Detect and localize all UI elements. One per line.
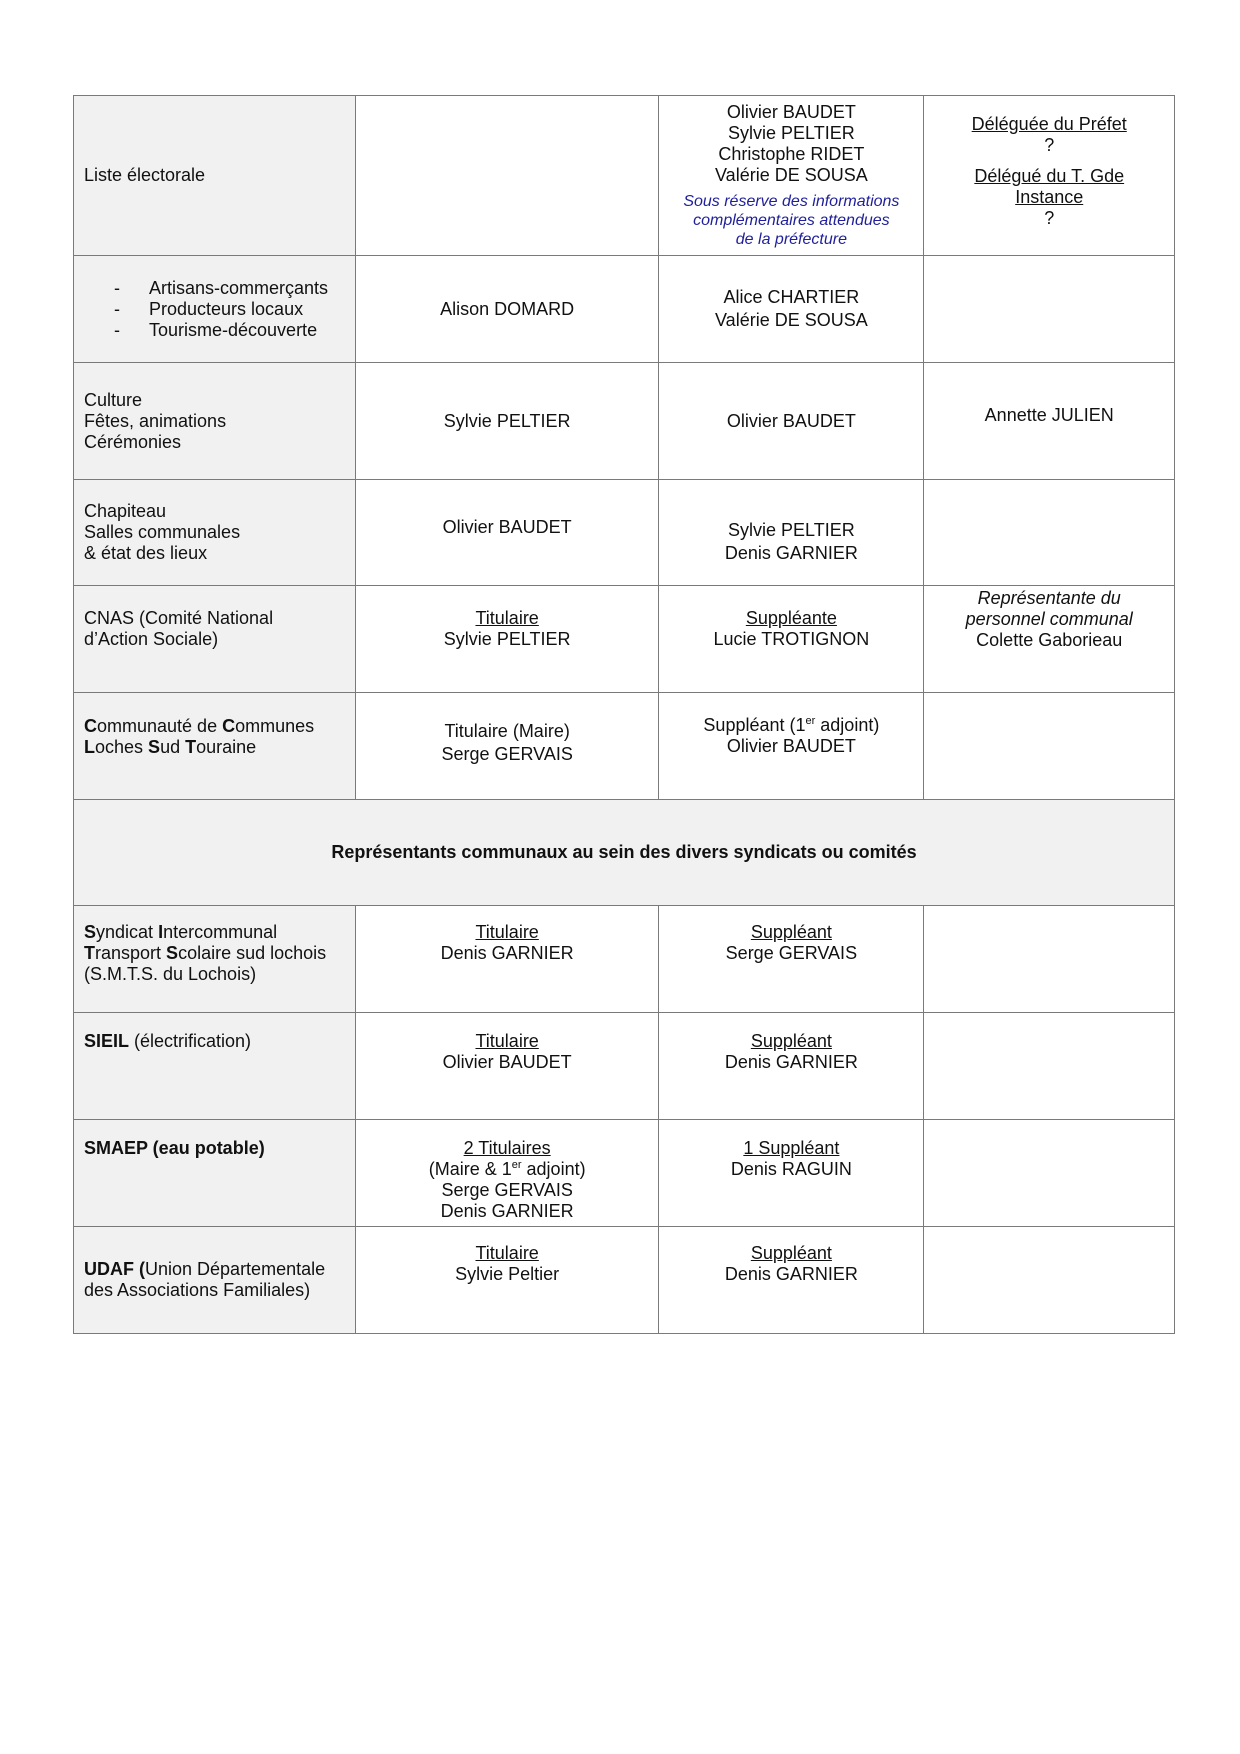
document-page — [73, 95, 1175, 1334]
detail-text: adjoint) — [521, 1159, 586, 1179]
label-text: Salles communales — [84, 522, 241, 542]
label-bold: SMAEP (eau potable) — [84, 1138, 265, 1158]
role-label: Suppléant — [750, 922, 832, 942]
section-row — [74, 800, 1175, 906]
member-name: Denis GARNIER — [724, 542, 858, 563]
role-label: Titulaire — [475, 1031, 539, 1051]
member-name: Sylvie PELTIER — [355, 363, 658, 480]
table-row — [74, 1013, 1175, 1120]
cell-suppleant — [659, 906, 924, 1013]
cell-titulaire — [355, 1013, 658, 1120]
cell-empty — [924, 1013, 1175, 1120]
member-name: Olivier BAUDET — [355, 480, 658, 586]
role-text: Suppléant (1 — [703, 715, 806, 735]
label-text — [84, 1259, 345, 1280]
table-row — [74, 1120, 1175, 1227]
label-text: Culture — [84, 389, 143, 410]
member-name: Denis RAGUIN — [730, 1159, 852, 1179]
commissions-table — [73, 95, 1175, 1334]
cell-empty — [924, 480, 1175, 586]
delegate-heading: Instance — [1015, 187, 1084, 207]
member-name: Serge GERVAIS — [441, 1180, 573, 1200]
role-label: Titulaire — [475, 608, 539, 628]
label-text: Syndicat Intercommunal — [84, 921, 278, 942]
role-label: Représentante du — [977, 588, 1121, 608]
cell-suppleant — [659, 586, 924, 693]
cell-representative — [924, 586, 1175, 693]
member-name: Valérie DE SOUSA — [715, 310, 868, 330]
label-text: Communauté de Communes — [84, 716, 315, 736]
row-label — [74, 1120, 356, 1227]
cell-empty — [924, 906, 1175, 1013]
cell-empty — [355, 96, 658, 256]
table-row — [74, 480, 1175, 586]
role-label: 1 Suppléant — [743, 1138, 840, 1158]
label-text: (électrification) — [129, 1031, 252, 1051]
role-detail — [366, 1159, 648, 1180]
row-label — [74, 480, 356, 586]
member-name: Denis GARNIER — [440, 1201, 574, 1221]
cell-empty — [924, 256, 1175, 363]
label-text: & état des lieux — [84, 543, 208, 563]
label-text: Transport Scolaire sud lochois — [84, 942, 327, 963]
cell-titulaire — [355, 586, 658, 693]
cell-empty — [924, 1120, 1175, 1227]
label-text: (S.M.T.S. du Lochois) — [84, 963, 257, 984]
member-name: Denis GARNIER — [724, 1052, 858, 1072]
member-name: Christophe RIDET — [718, 144, 865, 164]
table-row — [74, 363, 1175, 480]
label-text: Cérémonies — [84, 431, 182, 452]
label-text: des Associations Familiales) — [84, 1280, 311, 1300]
label-bold: SIEIL — [84, 1031, 130, 1051]
row-label — [74, 1227, 356, 1334]
member-name: Sylvie PELTIER — [728, 123, 855, 143]
list-item: - Tourisme-découverte — [114, 320, 355, 341]
table-row — [74, 693, 1175, 800]
list-item: - Producteurs locaux — [114, 299, 355, 320]
table-row — [74, 906, 1175, 1013]
member-name: Sylvie Peltier — [455, 1264, 560, 1284]
table-row — [74, 96, 1175, 256]
role-label: Suppléant — [750, 1243, 832, 1263]
member-name: Olivier BAUDET — [442, 1052, 572, 1072]
delegate-heading: Délégué du T. Gde — [974, 166, 1125, 186]
member-name: Denis GARNIER — [440, 943, 574, 963]
delegate-heading: Déléguée du Préfet — [971, 114, 1127, 134]
cell-empty — [924, 1227, 1175, 1334]
list-item: - Artisans-commerçants — [114, 278, 355, 299]
member-name: Olivier BAUDET — [726, 102, 856, 122]
row-label — [74, 96, 356, 256]
row-label — [74, 1013, 356, 1120]
row-label — [74, 586, 356, 693]
cell-members — [659, 96, 924, 256]
label-bold: UDAF ( — [84, 1259, 145, 1279]
label-text: Liste électorale — [84, 165, 206, 185]
role-label: Titulaire — [475, 1243, 539, 1263]
superscript: er — [511, 1159, 522, 1171]
cell-titulaire — [355, 906, 658, 1013]
cell-suppleant — [659, 1227, 924, 1334]
superscript: er — [805, 715, 816, 727]
table-row — [74, 1227, 1175, 1334]
table-row — [74, 586, 1175, 693]
member-name: Colette Gaborieau — [976, 630, 1123, 650]
role-label: Titulaire — [475, 922, 539, 942]
label-text: Loches Sud Touraine — [84, 737, 257, 757]
member-name: Alison DOMARD — [355, 256, 658, 363]
section-title: Représentants communaux au sein des divers syndicats ou comités — [74, 800, 1175, 906]
member-name: Denis GARNIER — [724, 1264, 858, 1284]
role-text: adjoint) — [815, 715, 880, 735]
role-label: Titulaire (Maire) — [444, 721, 570, 741]
cell-suppleant — [659, 693, 924, 800]
role-label: 2 Titulaires — [463, 1138, 551, 1158]
cell-delegates — [924, 96, 1175, 256]
row-label — [74, 906, 356, 1013]
member-name: Alice CHARTIER — [723, 287, 860, 307]
cell-members — [659, 480, 924, 586]
cell-suppleant — [659, 1013, 924, 1120]
label-text: Fêtes, animations — [84, 410, 227, 431]
cell-titulaire — [355, 693, 658, 800]
member-name: Serge GERVAIS — [441, 744, 573, 764]
table-row — [74, 256, 1175, 363]
note-line: Sous réserve des informations — [683, 193, 900, 210]
member-name: Sylvie PELTIER — [443, 629, 571, 649]
delegate-value: ? — [1044, 208, 1055, 228]
member-name: Lucie TROTIGNON — [713, 629, 870, 649]
member-name: Olivier BAUDET — [726, 736, 856, 756]
role-label: Suppléant — [750, 1031, 832, 1051]
cell-titulaire — [355, 1227, 658, 1334]
label-text: CNAS (Comité National — [84, 608, 274, 628]
label-text: Chapiteau — [84, 501, 167, 521]
role-label: personnel communal — [965, 609, 1133, 629]
role-label: Suppléante — [745, 608, 837, 628]
cell-members — [659, 256, 924, 363]
dash-list — [74, 278, 355, 341]
row-label — [74, 256, 356, 363]
label-text: Union Départementale — [145, 1259, 326, 1279]
label-text: d’Action Sociale) — [84, 629, 219, 649]
member-name: Olivier BAUDET — [659, 363, 924, 480]
cell-titulaire — [355, 1120, 658, 1227]
cell-suppleant — [659, 1120, 924, 1227]
member-name: Valérie DE SOUSA — [715, 165, 868, 185]
role-label — [669, 715, 913, 736]
delegate-value: ? — [1044, 135, 1055, 155]
row-label — [74, 363, 356, 480]
row-label — [74, 693, 356, 800]
note-line: de la préfecture — [735, 231, 847, 248]
cell-empty — [924, 693, 1175, 800]
detail-text: (Maire & 1 — [428, 1159, 512, 1179]
prefecture-note — [669, 192, 913, 249]
member-name: Annette JULIEN — [924, 363, 1175, 480]
note-line: complémentaires attendues — [693, 212, 890, 229]
member-name: Sylvie PELTIER — [728, 519, 855, 540]
member-name: Serge GERVAIS — [725, 943, 858, 963]
